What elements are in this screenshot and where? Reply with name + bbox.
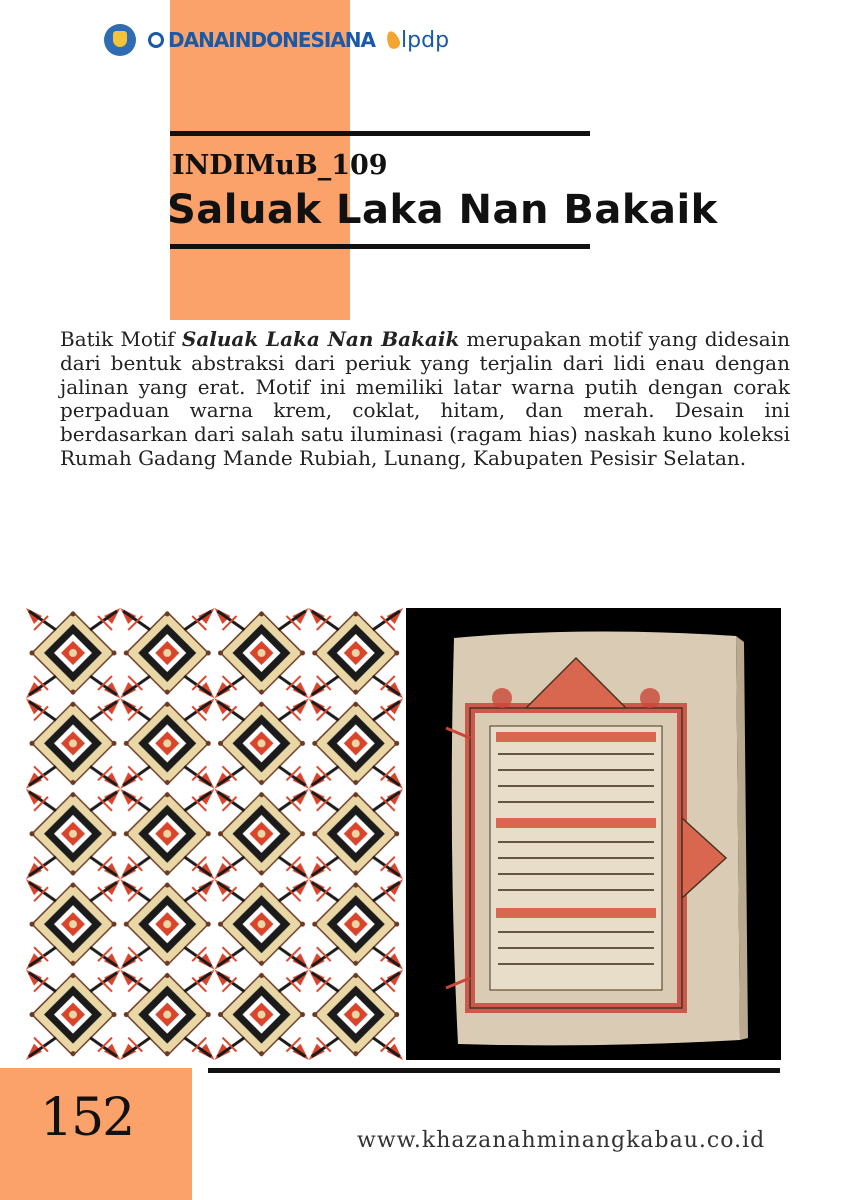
lpdp-logo-text: lpdp xyxy=(401,27,450,53)
kemdikbud-emblem-icon xyxy=(104,24,136,56)
motif-description xyxy=(60,328,790,471)
manuscript-photo xyxy=(406,608,781,1060)
desc-motif-name: Saluak Laka Nan Bakaik xyxy=(181,327,460,351)
desc-body: merupakan motif yang didesain dari bentuk abstraksi dari periuk yang terjalin dari lidi enau dengan jalinan yang erat. Motif ini memiliki latar warna putih dengan corak perpaduan warna krem, coklat, hitam, dan merah. Desain ini berdasarkan dari salah satu iluminasi (ragam hias) naskah kuno koleksi Rumah Gadang Mande Rubiah, Lunang, Kabupaten Pesisir Selatan. xyxy=(60,327,791,470)
website-url[interactable]: www.khazanahminangkabau.co.id xyxy=(357,1128,766,1153)
manuscript-svg xyxy=(406,608,781,1060)
sponsor-logos xyxy=(104,22,449,58)
title-rule-bottom xyxy=(170,244,590,249)
page-number: 152 xyxy=(40,1088,134,1148)
dana-indonesiana-logo xyxy=(148,28,375,52)
motif-title: Saluak Laka Nan Bakaik xyxy=(167,187,718,233)
footer-rule xyxy=(208,1068,780,1073)
motif-code: INDIMuB_109 xyxy=(172,150,388,181)
lpdp-flame-icon xyxy=(384,29,401,50)
desc-prefix: Batik Motif xyxy=(60,327,182,351)
title-rule-top xyxy=(170,131,590,136)
dana-logo-text: DANAINDONESIANA xyxy=(168,28,376,52)
batik-pattern-svg xyxy=(26,608,403,1060)
batik-pattern-image xyxy=(26,608,403,1060)
dana-ring-icon xyxy=(148,32,164,48)
lpdp-logo xyxy=(387,28,449,53)
